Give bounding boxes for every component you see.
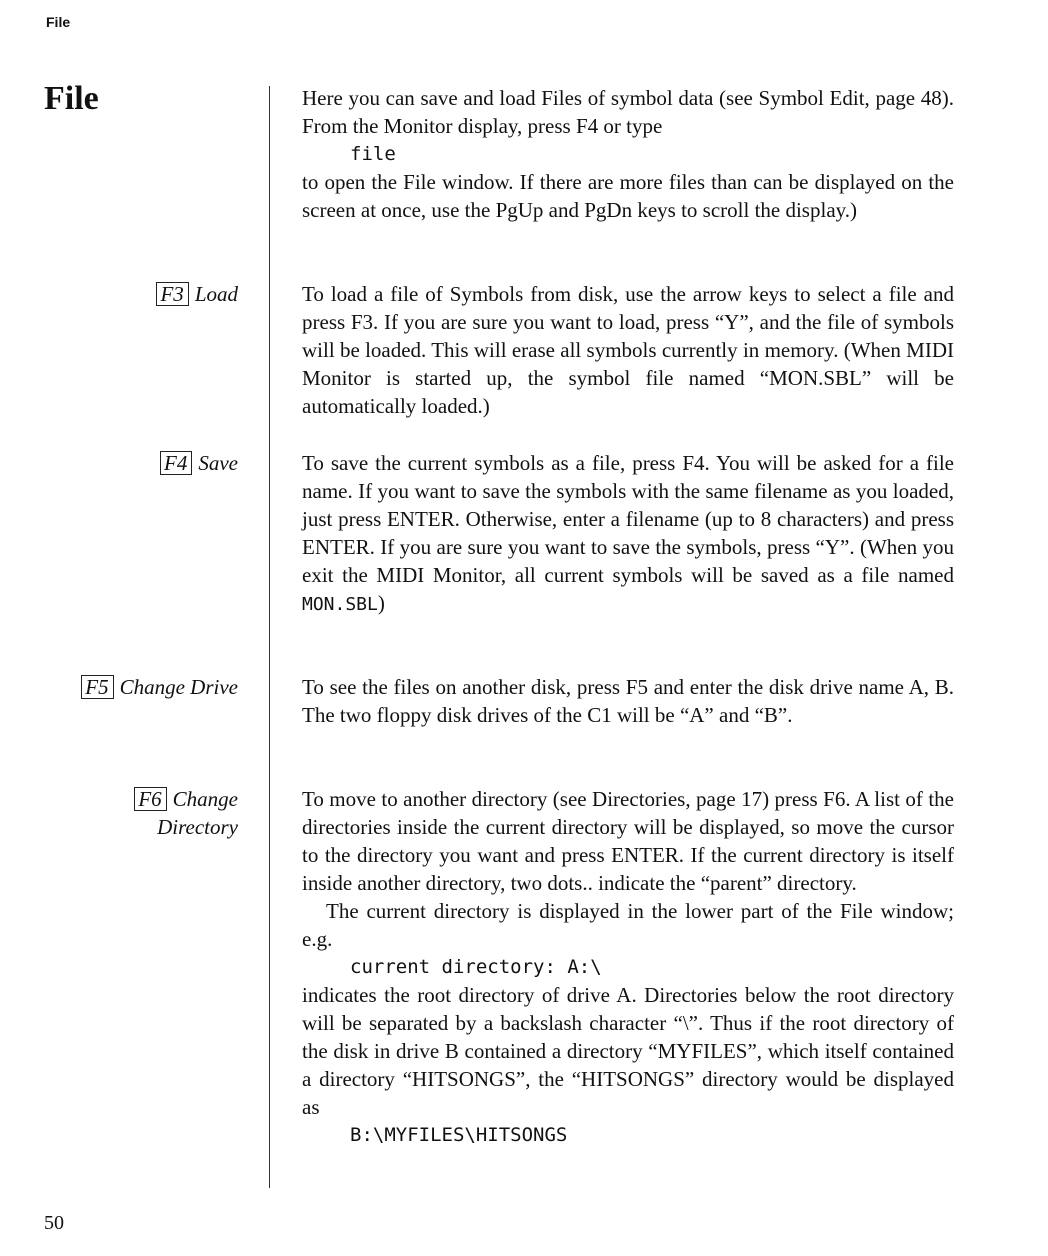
change-drive-side-label <box>81 673 238 701</box>
change-drive-label: Change Drive <box>119 675 238 699</box>
f6-key-icon: F6 <box>134 787 166 811</box>
load-paragraph: To load a file of Symbols from disk, use the arrow keys to select a file and press F3. If you are sure you want to load, press “Y”, and the file of symbols will be loaded. This will erase all symbols currently in memory. (When MIDI Monitor is started up, the symbol file named “MON.SBL” will be automatically loaded.) <box>302 282 954 418</box>
change-directory-paragraph <box>302 785 954 1149</box>
change-directory-code-2: B:\MYFILES\HITSONGS <box>350 1124 568 1146</box>
f5-key-icon: F5 <box>81 675 113 699</box>
intro-text-2: to open the File window. If there are more files than can be displayed on the screen at once, use the PgUp and PgDn keys to scroll the display.) <box>302 170 954 222</box>
change-directory-code-1: current directory: A:\ <box>350 956 602 978</box>
save-label: Save <box>198 451 238 475</box>
f3-key-icon: F3 <box>156 282 188 306</box>
change-directory-side-label <box>134 785 238 841</box>
running-head: File <box>46 14 71 30</box>
change-drive-paragraph: To see the files on another disk, press F5 and enter the disk drive name A, B. The two floppy disk drives of the C1 will be “A” and “B”. <box>302 675 954 727</box>
f4-key-icon: F4 <box>160 451 192 475</box>
change-directory-label-1: Change <box>172 787 238 811</box>
intro-text-1: Here you can save and load Files of symbol data (see Symbol Edit, page 48). From the Monitor display, press F4 or type <box>302 86 954 138</box>
save-tail: ) <box>377 591 385 615</box>
page-number: 50 <box>44 1212 64 1234</box>
save-text: To save the current symbols as a file, press F4. You will be asked for a file name. If you want to save the symbols with the same filename as you loaded, just press ENTER. Otherwise, enter a filename (up to 8 characters) and press ENTER. If you are sure you want to save the symbols, press “Y”. (When you exit the MIDI Monitor, all current symbols will be saved as a file named <box>302 451 954 587</box>
vertical-rule <box>269 86 270 1188</box>
change-directory-text-3: indicates the root directory of drive A. Directories below the root directory will be separated by a backslash character “\”. Thus if the root directory of the disk in drive B contained a directory “MYFILES”, which itself contained a directory “HITSONGS”, the “HITSONGS” directory would be displayed as <box>302 983 954 1119</box>
change-directory-text-1: To move to another directory (see Directories, page 17) press F6. A list of the directories inside the current directory will be displayed, so move the cursor to the directory you want and press ENTER. If the current directory is itself inside another directory, two dots.. indicate the “parent” directory. <box>302 787 954 895</box>
save-paragraph <box>302 449 954 619</box>
intro-code: file <box>350 143 396 165</box>
change-directory-text-2: The current directory is displayed in the lower part of the File window; e.g. <box>302 899 954 951</box>
load-side-label <box>156 280 238 308</box>
section-title: File <box>44 80 99 117</box>
save-code: MON.SBL <box>302 594 378 615</box>
intro-paragraph <box>302 84 954 224</box>
save-side-label <box>160 449 238 477</box>
load-label: Load <box>194 282 238 306</box>
change-directory-label-2: Directory <box>157 815 238 839</box>
